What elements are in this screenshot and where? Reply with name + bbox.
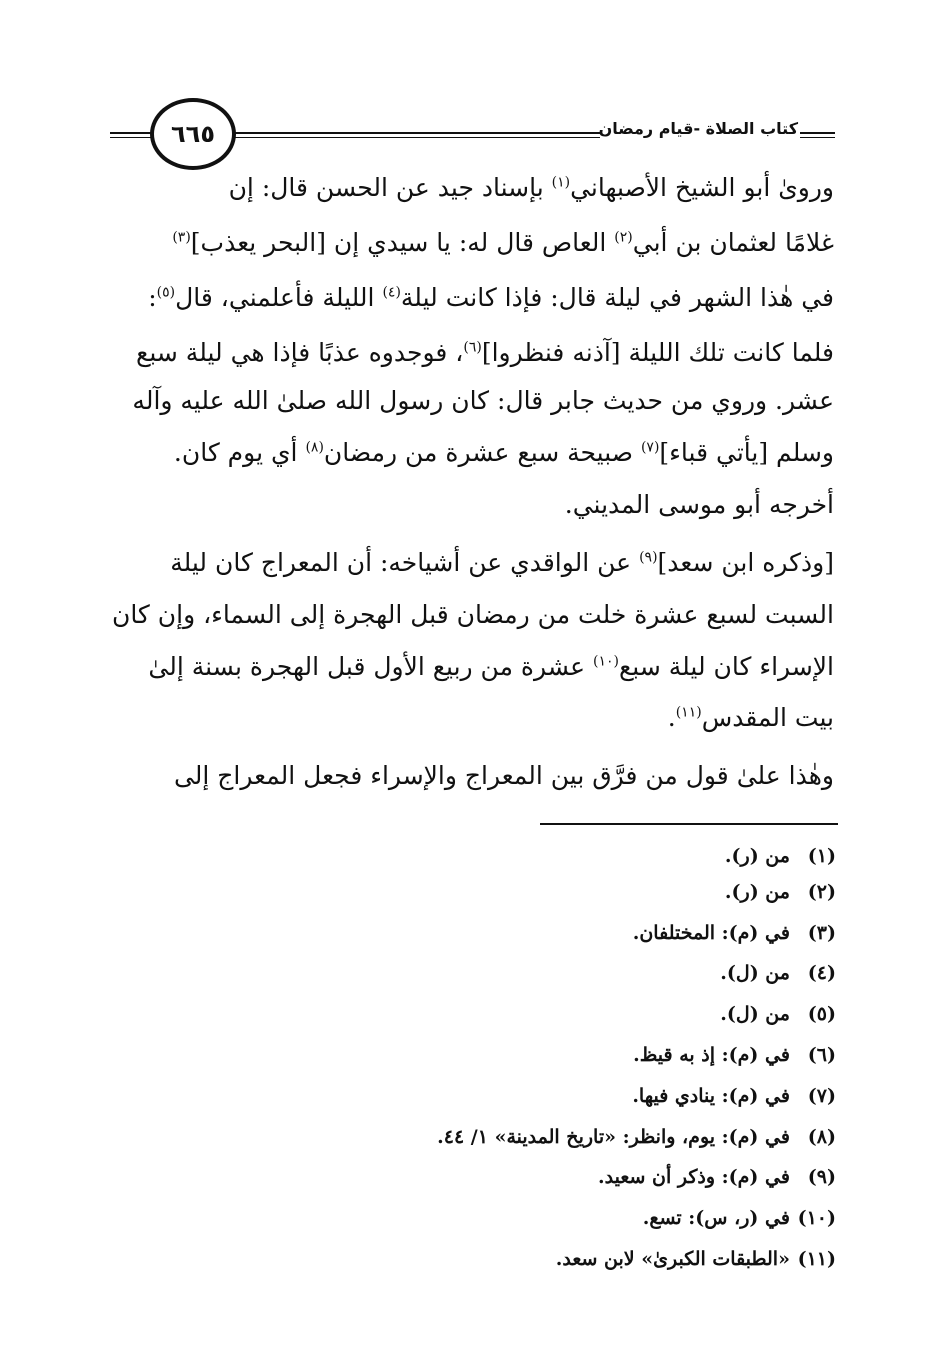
footnote-text: من (ل). bbox=[720, 962, 790, 984]
page-number: ٦٦٥ bbox=[150, 98, 236, 170]
body-line: ورویٰ أبو الشيخ الأصبهاني$^{(١)}$ بإسناد جيد عن الحسن قال: إن bbox=[228, 173, 834, 202]
body-line: غلامًا لعثمان بن أبي$^{(٢)}$ العاص قال له: يا سيدي إن [البحر يعذب]$^{(٣)}$ bbox=[172, 228, 834, 257]
body-line: [وذكره ابن سعد]$^{(٩)}$ عن الواقدي عن أشياخه: أن المعراج كان ليلة bbox=[170, 548, 834, 577]
footnote-text: من (ر). bbox=[724, 881, 790, 903]
footnote-text: في (م): ينادي فيها. bbox=[632, 1085, 790, 1107]
body-line: فلما كانت تلك الليلة [آذنه فنظروا]$^{(٦)}$، فوجدوه عذبًا فإذا هي ليلة سبع bbox=[136, 338, 834, 367]
footnote-ref: (٥) bbox=[156, 284, 176, 301]
footnote-text: في (م): المختلفان. bbox=[632, 922, 790, 944]
body-line: عشر. وروي من حديث جابر قال: كان رسول الله صلىٰ الله عليه وآله bbox=[132, 386, 834, 415]
footnote-text: في (م): يوم، وانظر: «تاريخ المدينة» ١/ ٤٤. bbox=[437, 1126, 790, 1148]
footnote bbox=[556, 1245, 836, 1273]
footnote-ref: (١) bbox=[551, 174, 571, 191]
body-line: وسلم [يأتي قباء]$^{(٧)}$ صبيحة سبع عشرة من رمضان$^{(٨)}$ أي يوم كان. bbox=[173, 438, 834, 467]
footnote-text: من (ل). bbox=[720, 1003, 790, 1025]
header-rule-tail bbox=[800, 132, 835, 138]
footnote-separator bbox=[540, 823, 838, 825]
body-line: السبت لسبع عشرة خلت من رمضان قبل الهجرة إلى السماء، وإن كان bbox=[111, 600, 834, 629]
footnote-text: في (م): وذكر أن سعيد. bbox=[598, 1166, 790, 1188]
footnote-number: (٧) bbox=[807, 1085, 836, 1107]
footnote-number: (٣) bbox=[807, 922, 836, 944]
footnote bbox=[437, 1123, 836, 1151]
footnote bbox=[598, 1163, 836, 1191]
footnote bbox=[720, 1000, 836, 1028]
footnote bbox=[633, 919, 836, 947]
footnote-number: (٥) bbox=[807, 1003, 836, 1025]
footnote bbox=[633, 1041, 836, 1069]
body-line: بيت المقدس$^{(١١)}$. bbox=[667, 703, 834, 732]
footnote bbox=[720, 959, 836, 987]
body-line: وهٰذا علىٰ قول من فرَّق بين المعراج والإسراء فجعل المعراج إلى bbox=[173, 761, 834, 790]
footnote-ref: (٧) bbox=[640, 439, 660, 456]
footnote-ref: (٤) bbox=[382, 284, 401, 301]
body-line: الإسراء كان ليلة سبع$^{(١٠)}$ عشرة من ربيع الأول قبل الهجرة بسنة إلىٰ bbox=[148, 652, 834, 681]
footnote-ref: (١١) bbox=[675, 704, 702, 721]
running-title: كتاب الصلاة -قيام رمضان bbox=[598, 119, 798, 138]
footnote-number: (١١) bbox=[797, 1248, 836, 1270]
footnote-ref: (٩) bbox=[639, 549, 658, 566]
footnote-ref: (١٠) bbox=[593, 653, 619, 670]
footnote-ref: (٢) bbox=[614, 229, 633, 246]
body-line: أخرجه أبو موسى المديني. bbox=[564, 490, 834, 519]
footnote-text: «الطبقات الكبرىٰ» لابن سعد. bbox=[555, 1248, 790, 1270]
footnote-ref: (٦) bbox=[463, 339, 482, 356]
footnote-text: في (م): إذ به قيظ. bbox=[633, 1044, 790, 1066]
footnote-number: (١٠) bbox=[797, 1207, 836, 1229]
footnote-ref: (٣) bbox=[172, 229, 191, 246]
footnote-text: في (ر، س): تسع. bbox=[642, 1207, 790, 1229]
footnote bbox=[643, 1204, 836, 1232]
footnote bbox=[725, 842, 836, 870]
footnote-number: (٩) bbox=[807, 1166, 836, 1188]
footnote bbox=[725, 878, 836, 906]
footnote-number: (١) bbox=[807, 845, 836, 867]
footnote-text: من (ر). bbox=[724, 845, 790, 867]
footnote-number: (٦) bbox=[807, 1044, 836, 1066]
footnote bbox=[632, 1082, 836, 1110]
footnote-number: (٤) bbox=[807, 962, 836, 984]
body-line: في هٰذا الشهر في ليلة قال: فإذا كانت ليلة$^{(٤)}$ الليلة فأعلمني، قال$^{(٥)}$: bbox=[148, 283, 834, 312]
footnote-number: (٨) bbox=[807, 1126, 836, 1148]
footnote-number: (٢) bbox=[807, 881, 836, 903]
footnote-ref: (٨) bbox=[305, 439, 324, 456]
